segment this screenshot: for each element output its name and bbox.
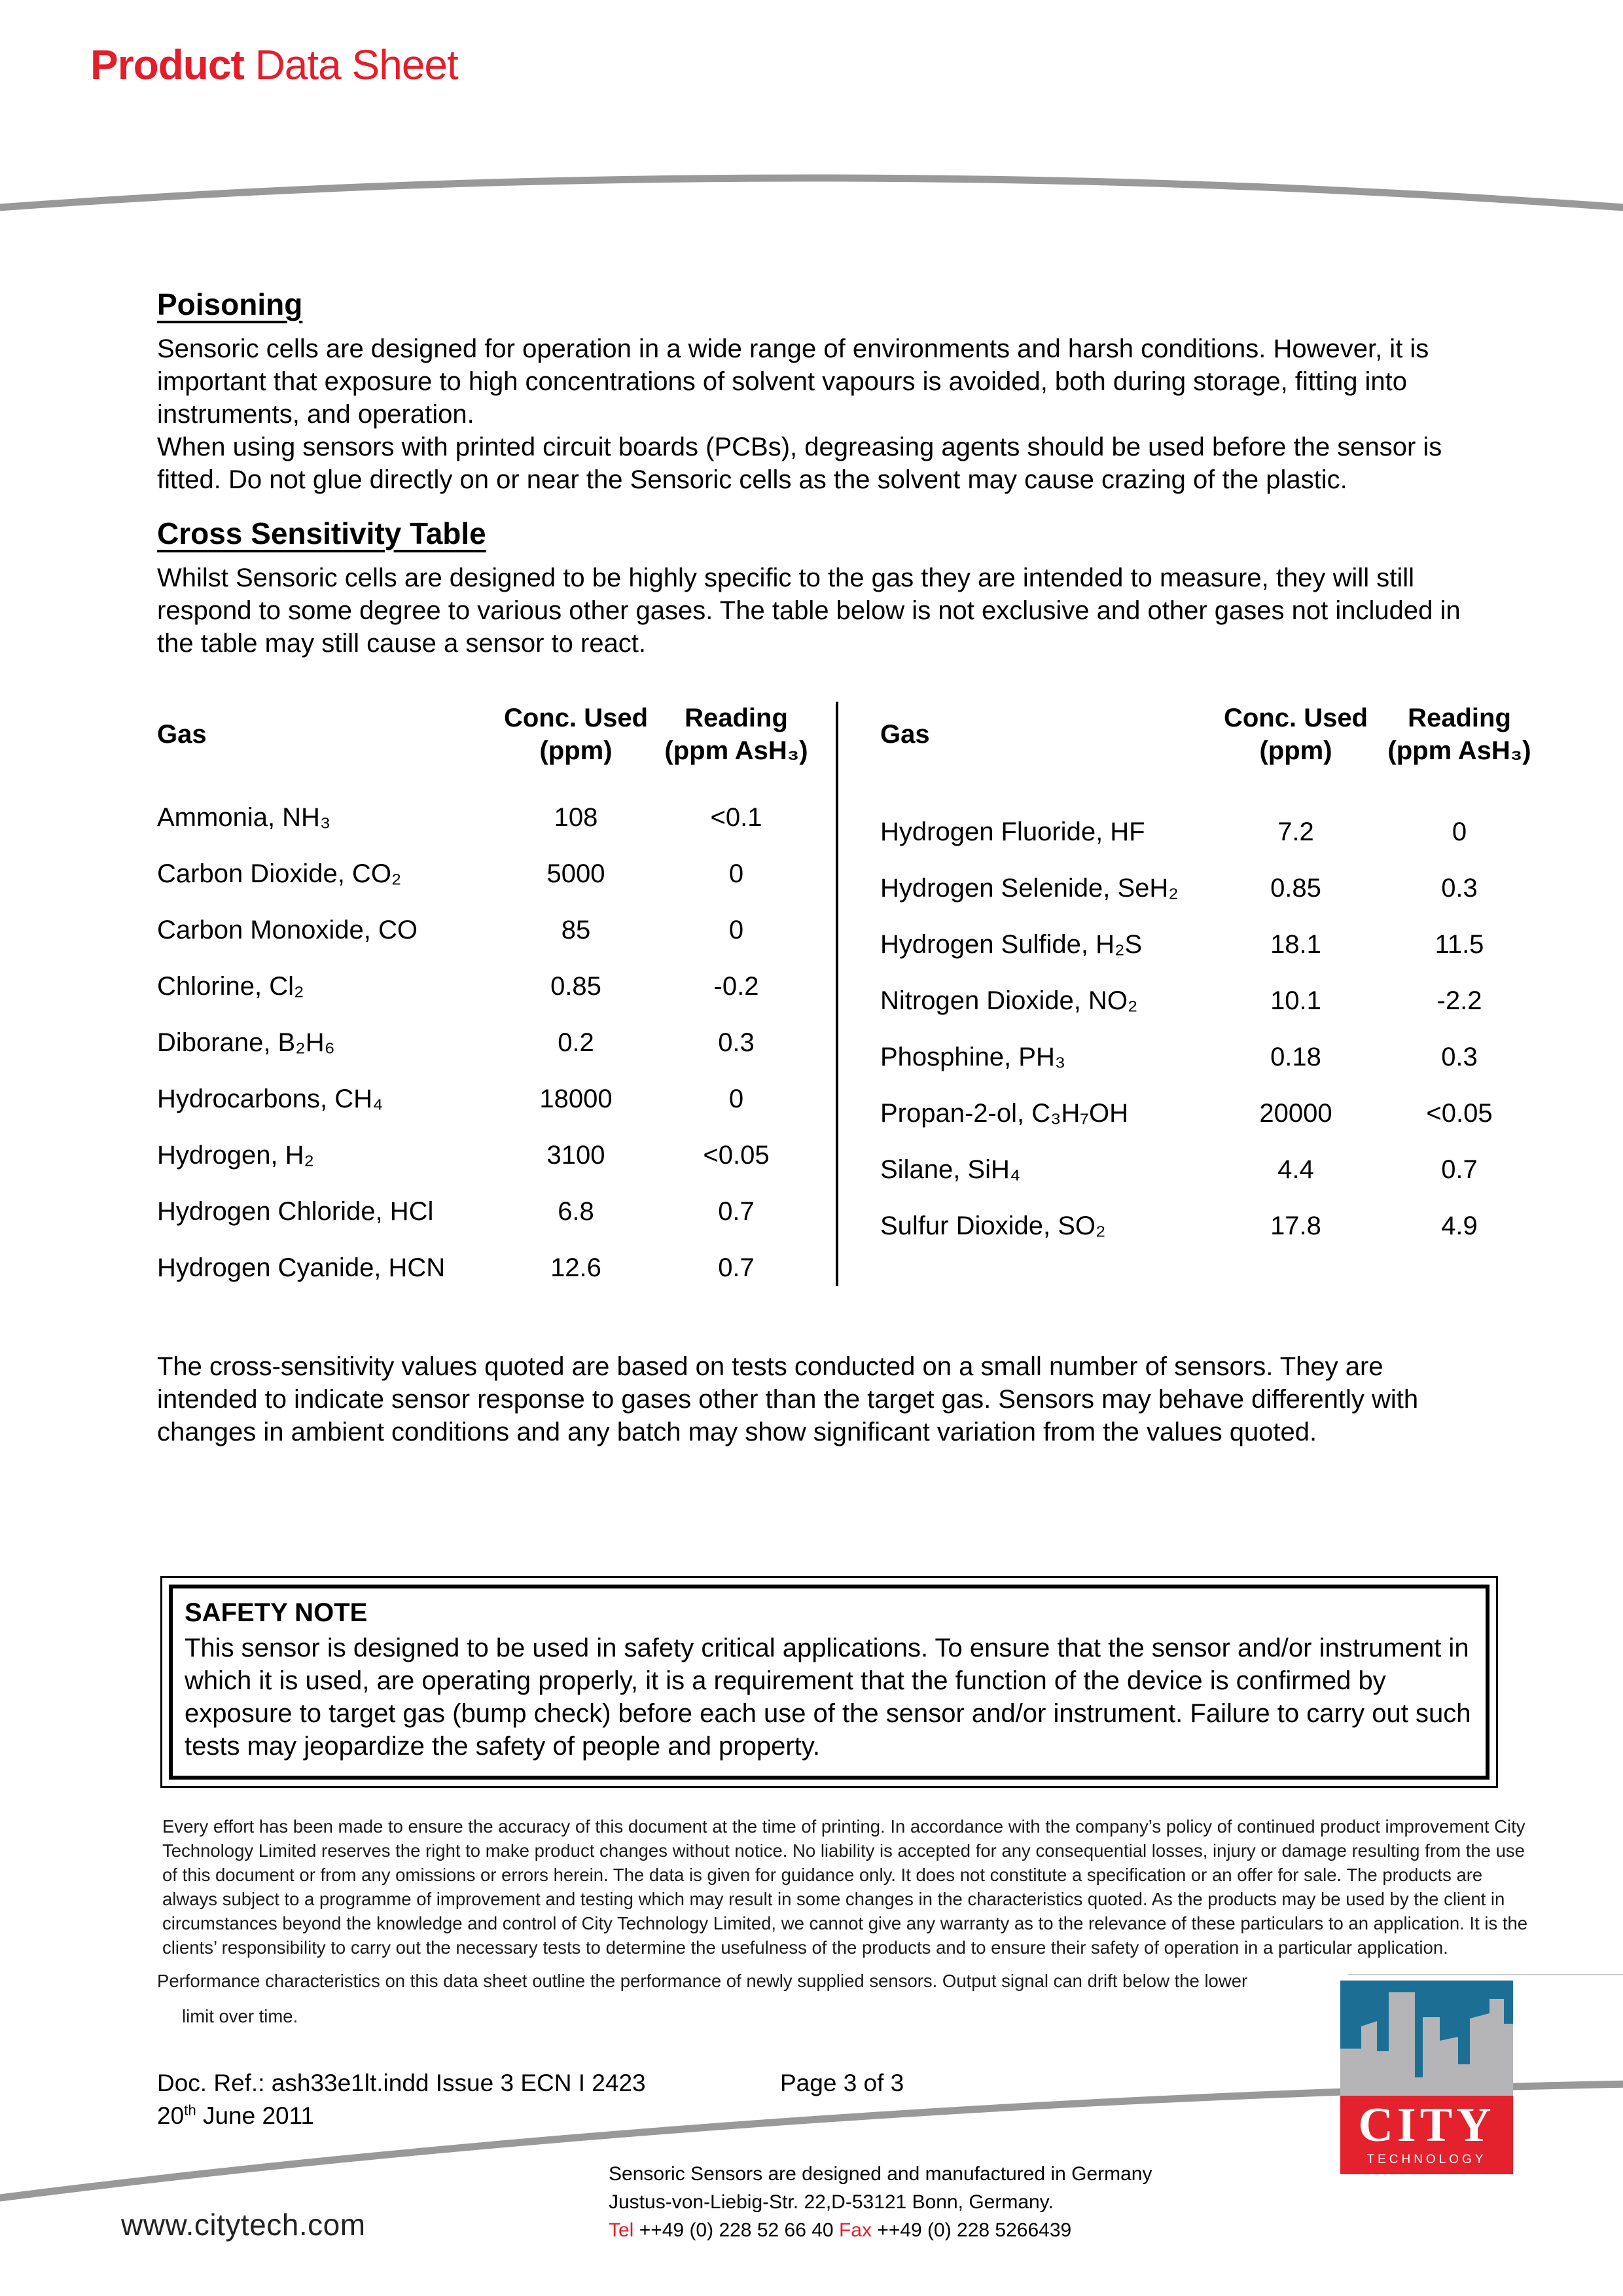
page-title xyxy=(90,41,458,89)
table-row xyxy=(880,804,1541,860)
reading-value: -0.2 xyxy=(713,971,759,1001)
conc-value: 7.2 xyxy=(1277,817,1314,846)
conc-value: 0.85 xyxy=(550,971,601,1001)
legal-disclaimer-paragraph: Every effort has been made to ensure the accuracy of this document at the time of printing. In accordance with the company’s policy of continued product improvement City Technology Limited reserves the right to make product changes without notice. No liability is accepted for any consequential losses, injury or damage resulting from the use of this document or from any omissions or errors herein. The data is given for guidance only. It does not constitute a specification or an offer for sale. The products are always subject to a programme of improvement and testing which may result in some changes in the characteristics quoted. As the products may be used by the client in circumstances beyond the knowledge and control of City Technology Limited, we cannot give any warranty as to the relevance of these particulars to an application. It is the clients’ responsibility to carry out the necessary tests to determine the usefulness of the products and to ensure their safety of operation in a particular application. xyxy=(162,1816,1528,1958)
safety-note-inner-border xyxy=(169,1585,1489,1780)
column-header-reading xyxy=(1378,695,1541,774)
reading-value: 0.3 xyxy=(1441,873,1478,903)
reading-value: 0.7 xyxy=(718,1196,755,1226)
gas-name: Hydrogen Cyanide, HCN xyxy=(157,1253,446,1282)
gas-name: Hydrogen Fluoride, HF xyxy=(880,817,1145,846)
conc-value: 17.8 xyxy=(1270,1211,1321,1240)
logo-city-text: CITY xyxy=(1358,2098,1495,2152)
table-row xyxy=(880,1141,1541,1198)
fax-number: ++49 (0) 228 5266439 xyxy=(871,2219,1072,2241)
poisoning-paragraph-2: When using sensors with printed circuit boards (PCBs), degreasing agents should be used before the sensor is fitted. Do not glue directly on or near the Sensoric cells as the solvent may cause crazing of the plastic. xyxy=(157,433,1442,494)
conc-value: 85 xyxy=(561,915,591,944)
reading-value: 4.9 xyxy=(1441,1211,1478,1240)
table-row xyxy=(880,1085,1541,1141)
gas-name: Carbon Dioxide, CO₂ xyxy=(157,859,402,888)
table-row xyxy=(157,902,818,958)
performance-note-continued: limit over time. xyxy=(182,2006,298,2026)
reading-value: 0 xyxy=(1452,817,1467,846)
gas-name: Propan-2-ol, C₃H₇OH xyxy=(880,1098,1129,1128)
gas-name: Hydrogen Sulfide, H₂S xyxy=(880,929,1143,959)
safety-note-title: SAFETY NOTE xyxy=(185,1598,368,1627)
conc-header-line1: Conc. Used xyxy=(503,704,649,732)
conc-value: 10.1 xyxy=(1270,986,1321,1015)
safety-note-box xyxy=(160,1576,1498,1788)
reading-value: 0 xyxy=(728,1084,744,1113)
gas-name: Phosphine, PH₃ xyxy=(880,1042,1066,1071)
reading-value: <0.05 xyxy=(703,1140,770,1170)
conc-value: 0.18 xyxy=(1270,1042,1321,1071)
cross-sensitivity-disclaimer: The cross-sensitivity values quoted are based on tests conducted on a small number of sensors. They are intended to indicate sensor response to gases other than the target gas. Sensors may behave differently with changes in ambient conditions and any batch may show significant variation from the values quoted. xyxy=(157,1352,1419,1446)
doc-reference-line xyxy=(157,2067,1204,2100)
tel-label: Tel xyxy=(609,2219,634,2241)
conc-value: 20000 xyxy=(1259,1098,1332,1128)
column-header-gas: Gas xyxy=(880,720,930,749)
tel-number: ++49 (0) 228 52 66 40 xyxy=(633,2219,839,2241)
gas-name: Diborane, B₂H₆ xyxy=(157,1028,335,1057)
gas-name: Nitrogen Dioxide, NO₂ xyxy=(880,986,1138,1015)
conc-value: 3100 xyxy=(546,1140,605,1170)
doc-date-rest: June 2011 xyxy=(196,2102,315,2129)
cross-sensitivity-heading: Cross Sensitivity Table xyxy=(157,516,486,550)
website-url[interactable]: www.citytech.com xyxy=(121,2208,366,2242)
reading-value: 11.5 xyxy=(1435,929,1484,959)
reading-value: -2.2 xyxy=(1436,986,1482,1015)
page-title-bold: Product xyxy=(90,41,244,88)
reading-value: 0.7 xyxy=(718,1253,755,1282)
logo-technology-text: TECHNOLOGY xyxy=(1366,2153,1487,2166)
conc-header-line2: (ppm) xyxy=(539,736,613,765)
conc-value: 108 xyxy=(554,802,598,832)
logo-wordmark-panel xyxy=(1340,2096,1513,2174)
doc-date xyxy=(157,2100,1204,2132)
table-row xyxy=(157,1014,818,1071)
table-row xyxy=(880,973,1541,1029)
page-title-rest: Data Sheet xyxy=(243,41,458,88)
reading-value: <0.05 xyxy=(1426,1098,1493,1128)
conc-value: 12.6 xyxy=(550,1253,601,1282)
doc-reference: Doc. Ref.: ash33e1lt.indd Issue 3 ECN I 2423 xyxy=(157,2070,646,2096)
table-row xyxy=(157,1183,818,1240)
table-row xyxy=(880,1029,1541,1085)
reading-value: <0.1 xyxy=(710,802,762,832)
cross-sensitivity-table-right xyxy=(880,695,1541,1254)
safety-note-body: This sensor is designed to be used in safety critical applications. To ensure that the sensor and/or instrument in which it is used, are operating properly, it is a requirement that the function of the device is confirmed by exposure to target gas (bump check) before each use of the sensor and/or instrument. Failure to carry out such tests may jeopardize the safety of people and property. xyxy=(185,1634,1471,1761)
top-swoosh-curve xyxy=(0,178,1623,208)
gas-name: Hydrogen Selenide, SeH₂ xyxy=(880,873,1179,903)
poisoning-paragraph-1: Sensoric cells are designed for operation in a wide range of environments and harsh conditions. However, it is important that exposure to high concentrations of solvent vapours is avoided, both during storage, fitting into instruments, and operation. xyxy=(157,334,1429,429)
city-technology-logo xyxy=(1340,1981,1513,2174)
table-header-row xyxy=(157,695,818,774)
column-header-reading xyxy=(654,695,818,774)
cross-sensitivity-table-left xyxy=(157,695,818,1296)
gas-name: Chlorine, Cl₂ xyxy=(157,971,304,1001)
cross-sensitivity-intro: Whilst Sensoric cells are designed to be highly specific to the gas they are intended to measure, they will still respond to some degree to various other gases. The table below is not exclusive and other gases not included in the table may still cause a sensor to react. xyxy=(157,564,1461,658)
table-row xyxy=(157,958,818,1014)
table-row xyxy=(880,916,1541,973)
reading-value: 0 xyxy=(728,915,744,944)
table-row xyxy=(157,1240,818,1296)
conc-value: 5000 xyxy=(546,859,605,888)
table-divider-line xyxy=(836,702,838,1286)
address-line: Justus-von-Liebig-Str. 22,D-53121 Bonn, Germany. xyxy=(609,2191,1054,2213)
table-row xyxy=(880,860,1541,916)
reading-value: 0.3 xyxy=(718,1028,755,1057)
fax-label: Fax xyxy=(838,2219,872,2241)
table-row xyxy=(157,846,818,902)
reading-header-line2: (ppm AsH₃) xyxy=(664,736,808,765)
conc-value: 18.1 xyxy=(1270,929,1321,959)
table-row xyxy=(157,1127,818,1183)
table-row xyxy=(157,1071,818,1127)
gas-name: Carbon Monoxide, CO xyxy=(157,915,418,944)
reading-value: 0.3 xyxy=(1441,1042,1478,1071)
column-header-gas: Gas xyxy=(157,720,207,749)
conc-header-line2: (ppm) xyxy=(1259,736,1332,765)
gas-name: Hydrocarbons, CH₄ xyxy=(157,1084,383,1113)
gas-name: Silane, SiH₄ xyxy=(880,1155,1021,1184)
reading-header-line2: (ppm AsH₃) xyxy=(1387,736,1531,765)
reading-value: 0.7 xyxy=(1441,1155,1478,1184)
page-number: Page 3 of 3 xyxy=(780,2070,904,2096)
contact-block xyxy=(609,2160,1329,2244)
table-header-row xyxy=(880,695,1541,774)
poisoning-heading: Poisoning xyxy=(157,287,303,321)
conc-value: 4.4 xyxy=(1277,1155,1314,1184)
conc-header-line1: Conc. Used xyxy=(1223,704,1368,732)
gas-name: Ammonia, NH₃ xyxy=(157,802,331,832)
logo-sky-panel xyxy=(1340,1981,1513,2096)
conc-value: 6.8 xyxy=(558,1196,594,1226)
table-row xyxy=(880,1198,1541,1254)
manufacture-note: Sensoric Sensors are designed and manufactured in Germany xyxy=(609,2163,1152,2185)
performance-note: Performance characteristics on this data sheet outline the performance of newly supplied sensors. Output signal can drift below the lower xyxy=(157,1971,1248,1991)
poisoning-body xyxy=(157,332,1489,496)
gas-name: Hydrogen, H₂ xyxy=(157,1140,315,1170)
reading-value: 0 xyxy=(728,859,744,888)
doc-reference-block xyxy=(157,2067,1204,2132)
conc-value: 0.2 xyxy=(558,1028,594,1057)
logo-separator-line xyxy=(1348,1974,1623,1975)
conc-value: 18000 xyxy=(539,1084,613,1113)
column-header-conc xyxy=(1214,695,1378,774)
phone-line xyxy=(609,2216,1329,2244)
doc-date-day: 20 xyxy=(157,2102,185,2129)
column-header-conc xyxy=(497,695,654,774)
city-skyline-icon xyxy=(1340,1981,1513,2096)
doc-date-ordinal: th xyxy=(184,2102,196,2119)
gas-name: Hydrogen Chloride, HCl xyxy=(157,1196,434,1226)
conc-value: 0.85 xyxy=(1270,873,1321,903)
table-row xyxy=(157,789,818,846)
gas-name: Sulfur Dioxide, SO₂ xyxy=(880,1211,1106,1240)
reading-header-line1: Reading xyxy=(1408,704,1511,732)
reading-header-line1: Reading xyxy=(685,704,788,732)
